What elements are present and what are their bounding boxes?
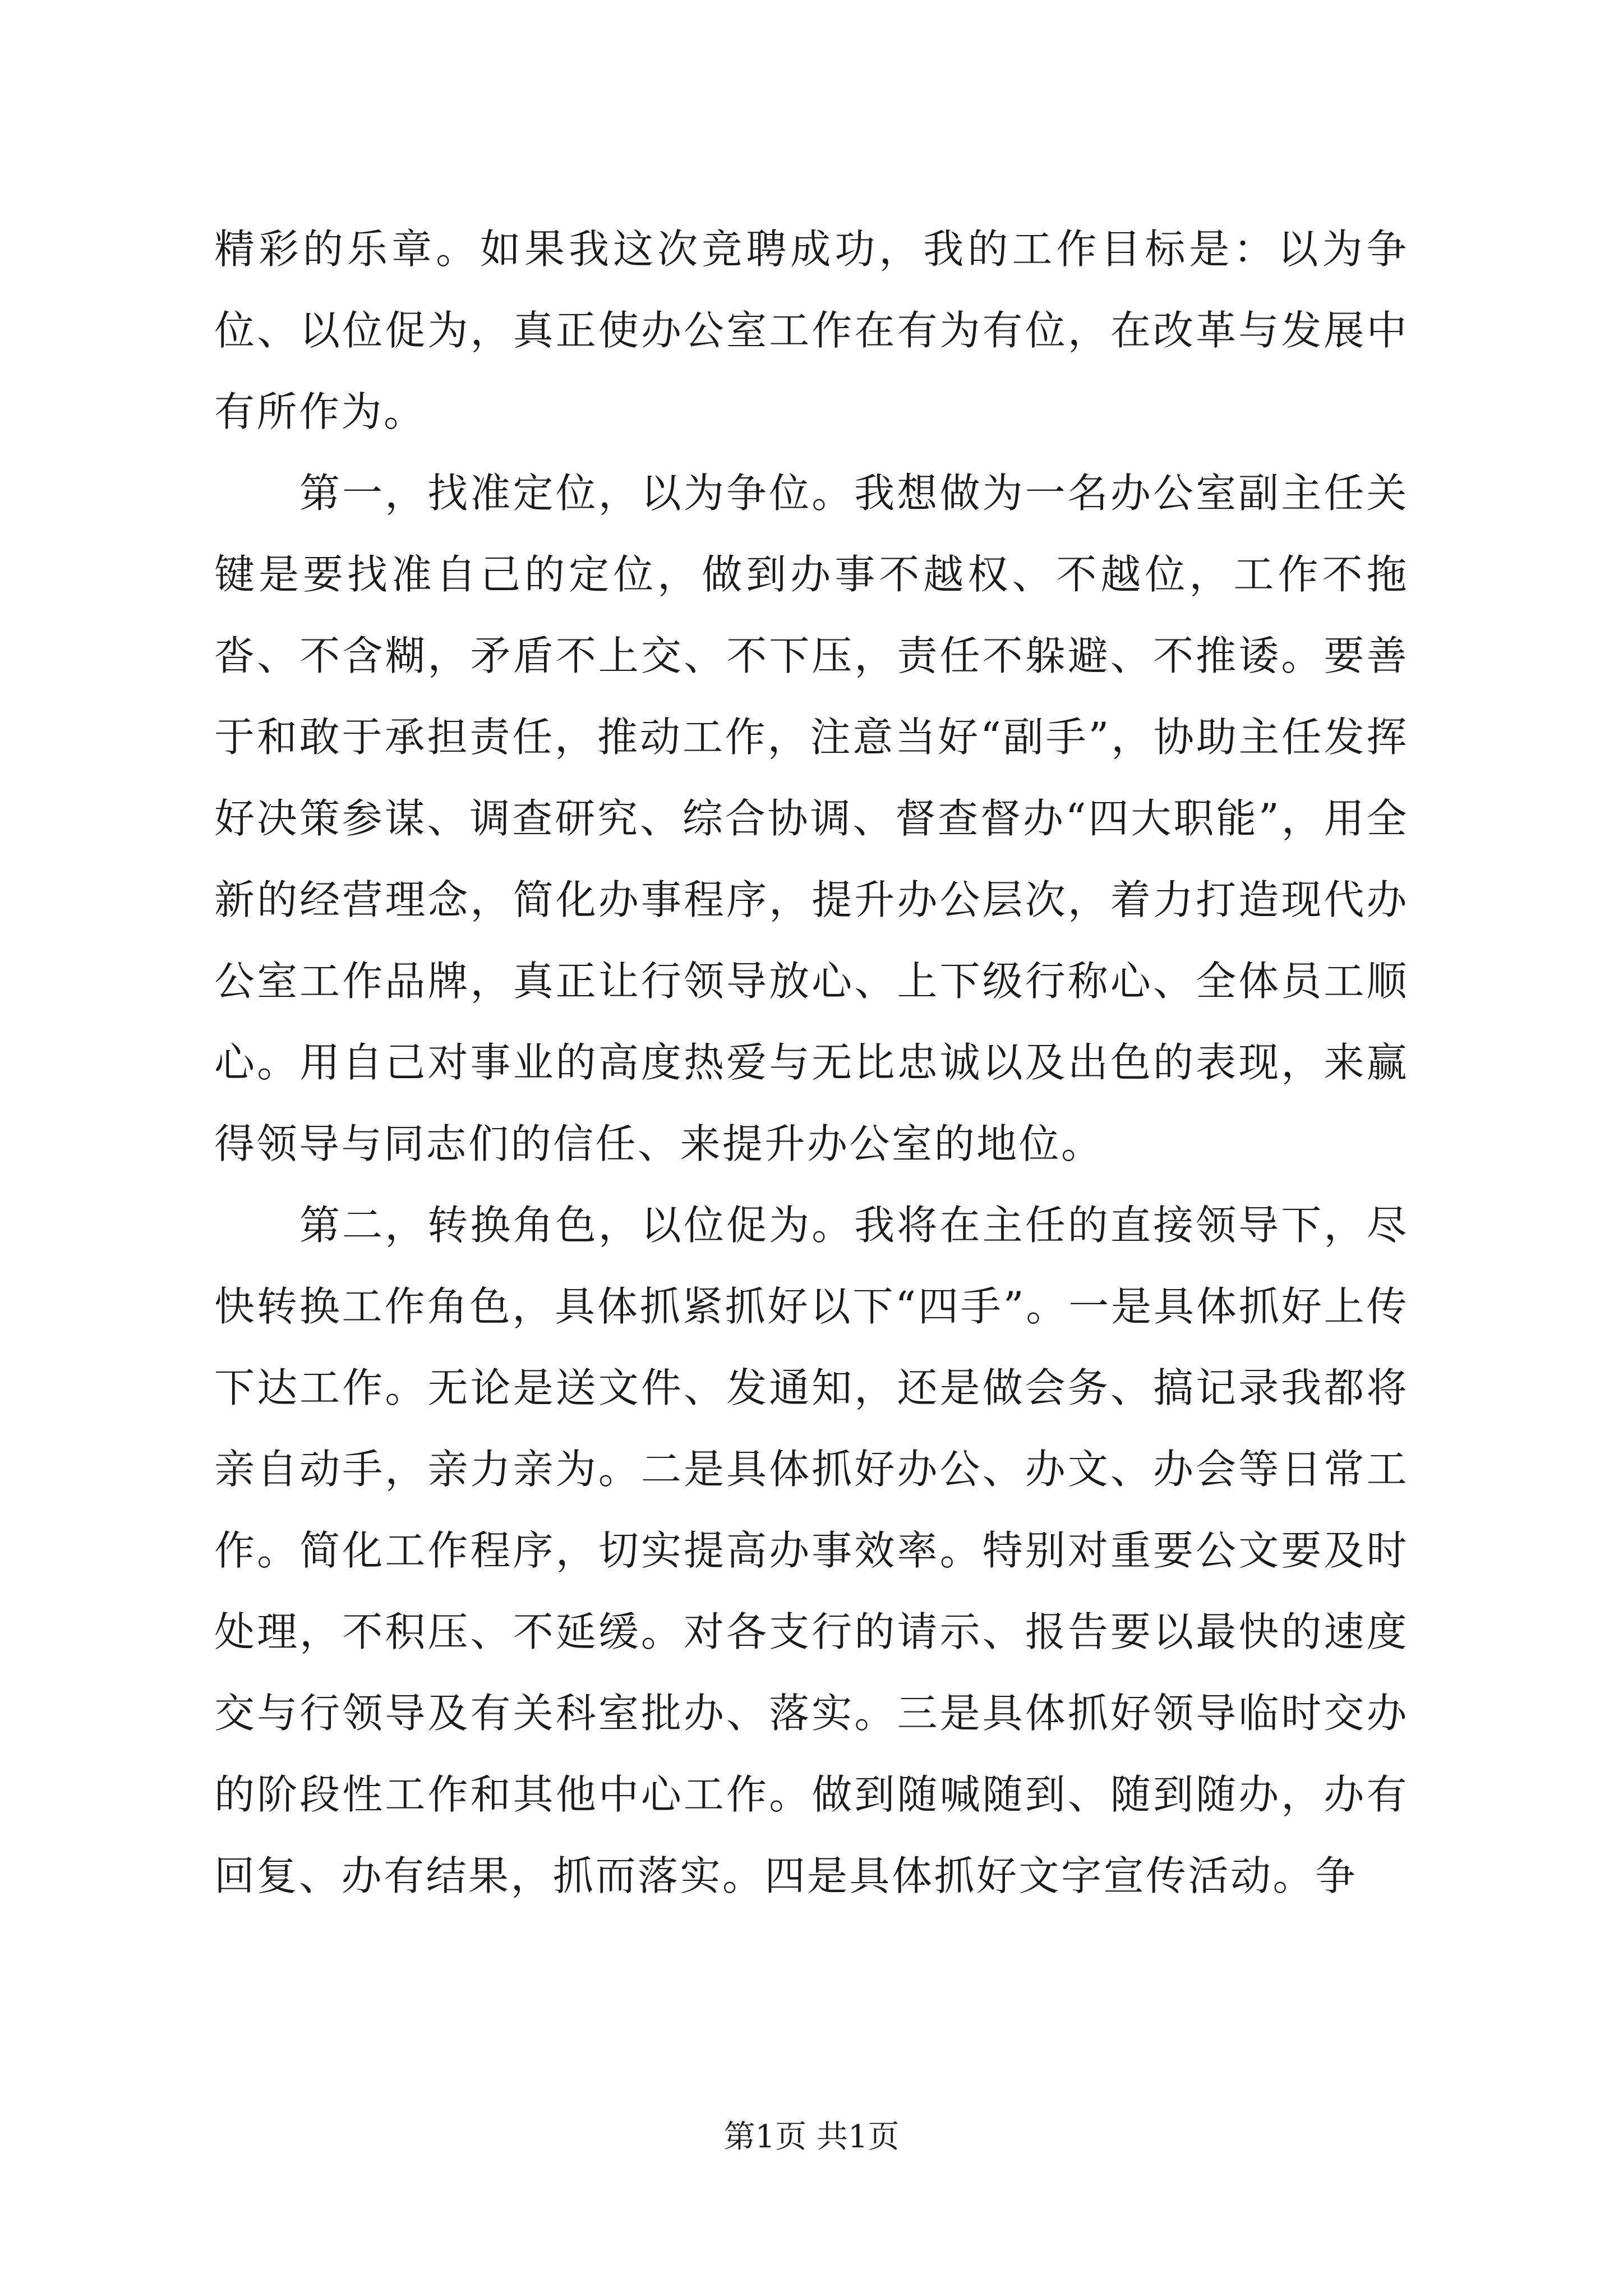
page-footer: 第1页 共1页 bbox=[723, 2119, 900, 2155]
paragraph-first-point: 第一，找准定位，以为争位。我想做为一名办公室副主任关键是要找准自己的定位，做到办事不越权、不越位，工作不拖沓、不含糊，矛盾不上交、不下压，责任不躲避、不推诿。要善于和敢于承担责任，推动工作，注意当好“副手”，协助主任发挥好决策参谋、调查研究、综合协调、督查督办“四大职能”，用全新的经营理念，简化办事程序，提升办公层次，着力打造现代办公室工作品牌，真正让行领导放心、上下级行称心、全体员工顺心。用自己对事业的高度热爱与无比忠诚以及出色的表现，来赢得领导与同志们的信任、来提升办公室的地位。 bbox=[214, 470, 1409, 1167]
document-body bbox=[214, 209, 1409, 1917]
paragraph-continuation: 精彩的乐章。如果我这次竞聘成功，我的工作目标是：以为争位、以位促为，真正使办公室工作在有为有位，在改革与发展中有所作为。 bbox=[214, 226, 1409, 435]
paragraph-second-point: 第二，转换角色，以位促为。我将在主任的直接领导下，尽快转换工作角色，具体抓紧抓好以下“四手”。一是具体抓好上传下达工作。无论是送文件、发通知，还是做会务、搞记录我都将亲自动手，亲力亲为。二是具体抓好办公、办文、办会等日常工作。简化工作程序，切实提高办事效率。特别对重要公文要及时处理，不积压、不延缓。对各支行的请示、报告要以最快的速度交与行领导及有关科室批办、落实。三是具体抓好领导临时交办的阶段性工作和其他中心工作。做到随喊随到、随到随办，办有回复、办有结果，抓而落实。四是具体抓好文字宣传活动。争 bbox=[214, 1202, 1409, 1899]
